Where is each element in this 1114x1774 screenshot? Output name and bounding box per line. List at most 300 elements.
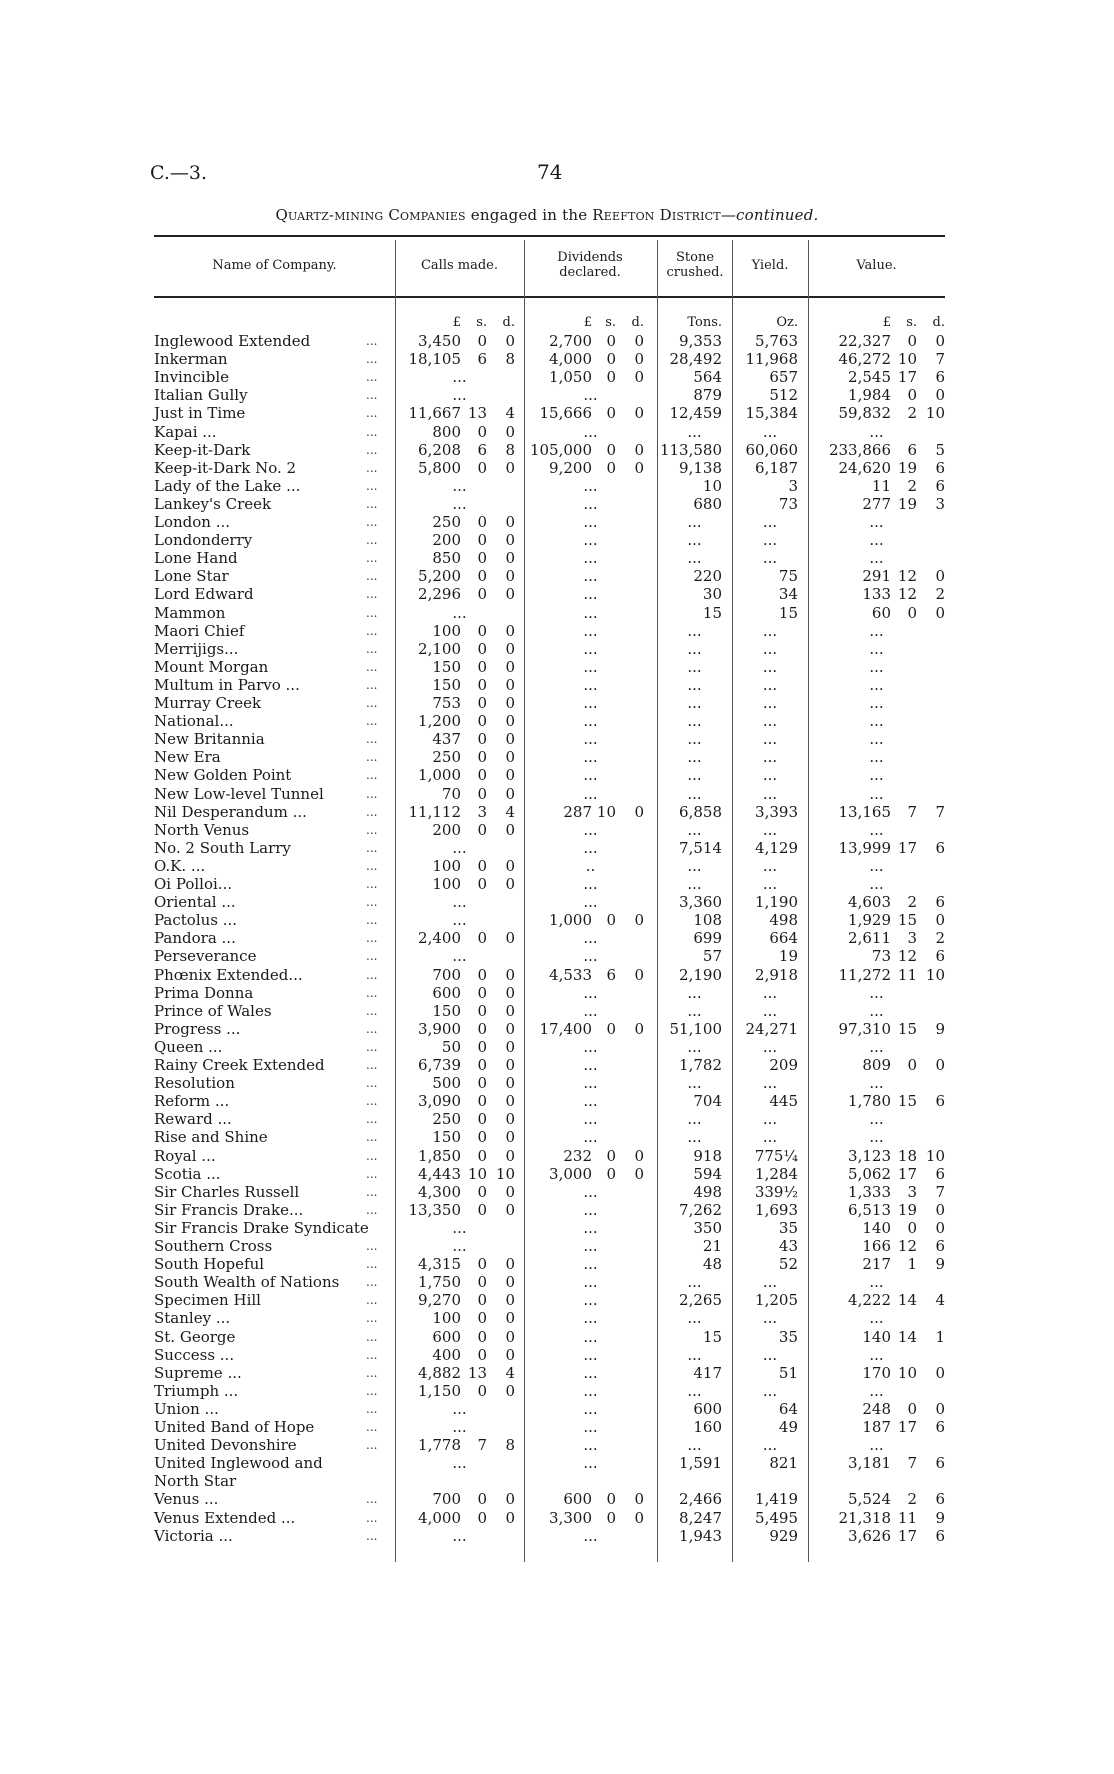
dot-leader: ...: [366, 985, 378, 1000]
value: 24,620: [838, 458, 891, 477]
calls-made: 0: [477, 1037, 487, 1056]
empty-value: ...: [762, 1436, 778, 1455]
calls-made: 0: [505, 730, 515, 749]
calls-made: 0: [477, 567, 487, 586]
empty-value: ...: [583, 1345, 598, 1364]
calls-made: 600: [432, 1327, 461, 1346]
empty-value: ...: [762, 730, 778, 749]
value: 3,123: [848, 1146, 891, 1165]
calls-made: 150: [432, 1128, 461, 1147]
empty-value: ...: [762, 1128, 778, 1147]
empty-value: ...: [583, 585, 598, 604]
value: 2: [907, 893, 917, 912]
value: 13,165: [838, 802, 891, 821]
value: 248: [862, 1399, 891, 1418]
company-name: Lone Hand: [154, 549, 238, 568]
empty-value: ...: [762, 1345, 778, 1364]
value: 6: [935, 1092, 945, 1111]
value: 187: [862, 1418, 891, 1436]
value: 2: [907, 476, 917, 495]
calls-made: 0: [477, 1110, 487, 1129]
stone-crushed: 9,353: [679, 332, 722, 350]
dot-leader: ...: [366, 1021, 378, 1036]
dot-leader: ...: [366, 1510, 378, 1525]
dividends: 0: [606, 1019, 616, 1038]
value: 17: [897, 1418, 917, 1436]
dot-leader: ...: [366, 641, 378, 656]
empty-value: ...: [583, 1418, 598, 1436]
dot-leader: ...: [366, 1528, 378, 1543]
table-row: [0, 567, 1114, 585]
dividends: 0: [634, 911, 644, 930]
calls-made: 0: [505, 549, 515, 568]
company-name: Oriental ...: [154, 893, 236, 912]
yield: 1,693: [755, 1200, 798, 1219]
dot-leader: ...: [366, 858, 378, 873]
empty-value: ...: [583, 1309, 598, 1328]
dividends: 0: [606, 368, 616, 387]
table-row: [0, 531, 1114, 549]
dot-leader: ...: [366, 1383, 378, 1398]
company-name: London ...: [154, 513, 231, 531]
table-row: [0, 513, 1114, 531]
yield: 51: [778, 1363, 798, 1382]
value: 2,545: [848, 368, 891, 387]
value: 97,310: [838, 1019, 891, 1038]
value: 0: [907, 603, 917, 622]
calls-made: 0: [477, 929, 487, 948]
dot-leader: ...: [366, 478, 378, 493]
company-name: United Devonshire: [154, 1436, 297, 1455]
yield: 3,393: [755, 802, 798, 821]
calls-made: 0: [505, 856, 515, 875]
dot-leader: ...: [366, 551, 378, 566]
table-row: [0, 1527, 1114, 1545]
stone-crushed: 1,943: [679, 1526, 722, 1545]
company-name: Venus ...: [154, 1490, 219, 1509]
table-row: [0, 1183, 1114, 1201]
calls-made: 0: [505, 1309, 515, 1328]
calls-made: 6: [477, 350, 487, 369]
calls-made: 1,150: [418, 1381, 461, 1400]
calls-made: 0: [505, 784, 515, 803]
value: 2: [935, 585, 945, 604]
value: 18: [897, 1146, 917, 1165]
dot-leader: ...: [366, 1112, 378, 1127]
calls-made: 0: [477, 766, 487, 785]
company-name: Specimen Hill: [154, 1291, 261, 1310]
value: 6: [935, 893, 945, 912]
dividends: 0: [606, 1490, 616, 1509]
yield: 52: [778, 1255, 798, 1274]
dividends: 3,000: [549, 1164, 592, 1183]
empty-value: ...: [583, 1182, 598, 1201]
value: 2: [935, 929, 945, 948]
dot-leader: ...: [366, 1293, 378, 1308]
company-name: Oi Polloi...: [154, 875, 233, 893]
value: 6: [935, 947, 945, 966]
empty-value: ...: [583, 1237, 598, 1255]
stone-crushed: 10: [702, 476, 722, 495]
stone-crushed: 8,247: [679, 1508, 722, 1527]
dot-leader: ...: [366, 804, 378, 819]
empty-value: ...: [869, 1345, 884, 1364]
dividends: 0: [634, 1164, 644, 1183]
calls-made: 4,300: [418, 1182, 461, 1201]
calls-made: 250: [432, 748, 461, 767]
calls-made: 0: [505, 1182, 515, 1201]
empty-value: ...: [687, 549, 702, 568]
stone-crushed: 1,782: [679, 1056, 722, 1074]
stone-crushed: 21: [702, 1237, 722, 1255]
empty-value: ...: [762, 621, 778, 640]
calls-made: 437: [432, 730, 461, 749]
empty-value: ...: [869, 730, 884, 749]
empty-value: ...: [762, 820, 778, 839]
table-row: [0, 477, 1114, 495]
empty-value: ...: [583, 1291, 598, 1310]
dot-leader: ...: [366, 1076, 378, 1091]
empty-value: ...: [687, 1037, 702, 1056]
calls-made: 700: [432, 1490, 461, 1509]
table-row: [0, 459, 1114, 477]
yield: 35: [778, 1327, 798, 1346]
value: 1,780: [848, 1092, 891, 1111]
empty-value: ...: [583, 1092, 598, 1111]
table-row: [0, 604, 1114, 622]
empty-value: ...: [762, 657, 778, 676]
value: 2,611: [848, 929, 891, 948]
value: 9: [935, 1508, 945, 1527]
value: 6: [935, 1490, 945, 1509]
dot-leader: ...: [366, 1257, 378, 1272]
table-row: [0, 984, 1114, 1002]
empty-value: ...: [452, 368, 467, 387]
stone-crushed: 1,591: [679, 1454, 722, 1473]
stone-crushed: 113,580: [659, 440, 722, 459]
dividends: 9,200: [549, 458, 592, 477]
empty-value: ...: [583, 513, 598, 531]
title-part: Quartz-mining Companies: [275, 206, 466, 224]
value: 6: [935, 1418, 945, 1436]
empty-value: ...: [687, 1273, 702, 1292]
empty-value: ...: [452, 1237, 467, 1255]
company-name: Sir Francis Drake Syndicate: [154, 1218, 369, 1237]
company-name: Reward ...: [154, 1110, 232, 1129]
empty-value: ...: [762, 639, 778, 658]
company-name: North Venus: [154, 820, 250, 839]
value: 1: [907, 1255, 917, 1274]
calls-made: 0: [505, 657, 515, 676]
company-name: Merrijigs...: [154, 639, 239, 658]
calls-made: 0: [505, 1508, 515, 1527]
calls-made: 1,200: [418, 712, 461, 731]
calls-made: 150: [432, 1001, 461, 1020]
empty-value: ...: [583, 422, 598, 441]
value: 17: [897, 1164, 917, 1183]
calls-made: 0: [477, 531, 487, 550]
calls-made: 0: [477, 856, 487, 875]
table-row: [0, 694, 1114, 712]
yield: 19: [778, 947, 798, 966]
dot-leader: ...: [366, 1239, 378, 1253]
value: 3: [907, 1182, 917, 1201]
value: 10: [897, 1363, 917, 1382]
yield: 1,284: [755, 1164, 798, 1183]
empty-value: ...: [687, 675, 702, 694]
calls-made: 2,100: [418, 639, 461, 658]
empty-value: ...: [583, 549, 598, 568]
empty-value: ...: [687, 856, 702, 875]
company-name: Southern Cross: [154, 1237, 273, 1255]
stone-crushed: 48: [702, 1255, 722, 1274]
table-row: [0, 839, 1114, 857]
company-name: Union ...: [154, 1399, 219, 1418]
company-name: New Era: [154, 748, 221, 767]
calls-made: 1,750: [418, 1273, 461, 1292]
calls-made: 0: [505, 1327, 515, 1346]
empty-value: ...: [687, 657, 702, 676]
calls-made: 0: [477, 621, 487, 640]
value: 11: [897, 1508, 917, 1527]
calls-made: 0: [505, 531, 515, 550]
table-row: [0, 1237, 1114, 1255]
stone-crushed: 564: [693, 368, 722, 387]
yield: 15,384: [745, 404, 798, 423]
value: 17: [897, 1526, 917, 1545]
calls-made: 0: [477, 1273, 487, 1292]
stone-crushed: 879: [693, 386, 722, 405]
company-name: Multum in Parvo ...: [154, 675, 300, 694]
dot-leader: ...: [366, 840, 378, 855]
calls-made: 10: [467, 1164, 487, 1183]
value: 6: [907, 440, 917, 459]
value: 14: [897, 1291, 917, 1310]
yield: 43: [778, 1237, 798, 1255]
unit-label: Tons.: [687, 315, 722, 330]
calls-made: 0: [505, 1255, 515, 1274]
company-name: Kapai ...: [154, 422, 217, 441]
company-name: O.K. ...: [154, 856, 206, 875]
company-name: Inkerman: [154, 350, 228, 369]
value: 9: [935, 1255, 945, 1274]
table-row: [0, 640, 1114, 658]
calls-made: 0: [477, 983, 487, 1002]
value: 7: [935, 802, 945, 821]
company-name: Lord Edward: [154, 585, 254, 604]
value: 0: [935, 603, 945, 622]
yield: 445: [769, 1092, 798, 1111]
yield: 11,968: [745, 350, 798, 369]
value: 12: [897, 1237, 917, 1255]
calls-made: 0: [505, 1273, 515, 1292]
company-name: Triumph ...: [154, 1381, 239, 1400]
stone-crushed: 7,514: [679, 838, 722, 857]
calls-made: 0: [477, 712, 487, 731]
dot-leader: ...: [366, 677, 378, 692]
calls-made: 0: [477, 1056, 487, 1074]
company-name: No. 2 South Larry: [154, 838, 291, 857]
value: 17: [897, 368, 917, 387]
yield: 1,190: [755, 893, 798, 912]
dot-leader: ...: [366, 1130, 378, 1145]
empty-value: ...: [452, 1526, 467, 1545]
empty-value: ...: [583, 694, 598, 712]
dot-leader: ...: [366, 696, 378, 710]
calls-made: 0: [477, 784, 487, 803]
yield: 49: [778, 1418, 798, 1436]
stone-crushed: 9,138: [679, 458, 722, 477]
empty-value: ...: [869, 1110, 884, 1129]
table-row: [0, 423, 1114, 441]
units-row: [0, 314, 1114, 332]
calls-made: 0: [477, 1490, 487, 1509]
dot-leader: ...: [366, 786, 378, 801]
calls-made: 8: [505, 1436, 515, 1455]
yield: 2,918: [755, 965, 798, 984]
dot-leader: ...: [366, 1275, 378, 1290]
calls-made: 0: [505, 965, 515, 984]
dot-leader: ...: [366, 1148, 378, 1163]
value: 0: [935, 1200, 945, 1219]
empty-value: ...: [687, 694, 702, 712]
empty-value: ...: [762, 875, 778, 893]
empty-value: ...: [583, 730, 598, 749]
table-row: [0, 1165, 1114, 1183]
stone-crushed: 15: [702, 603, 722, 622]
empty-value: ...: [762, 513, 778, 531]
empty-value: ...: [452, 494, 467, 513]
dot-leader: ...: [366, 496, 378, 511]
empty-value: ...: [583, 1526, 598, 1545]
value: 809: [862, 1056, 891, 1074]
empty-value: ...: [452, 386, 467, 405]
company-name: Lone Star: [154, 567, 229, 586]
calls-made: 0: [505, 820, 515, 839]
calls-made: 11,667: [408, 404, 461, 423]
value: 7: [907, 1454, 917, 1473]
calls-made: 0: [505, 1200, 515, 1219]
table-row: [0, 1147, 1114, 1165]
empty-value: ...: [583, 494, 598, 513]
company-name: Lankey's Creek: [154, 494, 272, 513]
value: 1,984: [848, 386, 891, 405]
empty-value: ...: [687, 422, 702, 441]
stone-crushed: 108: [693, 911, 722, 930]
calls-made: 4,000: [418, 1508, 461, 1527]
yield: 339½: [754, 1182, 798, 1201]
value: 17: [897, 838, 917, 857]
stone-crushed: 350: [693, 1218, 722, 1237]
dividends: 0: [634, 440, 644, 459]
empty-value: ...: [869, 675, 884, 694]
yield: 821: [769, 1454, 798, 1473]
dot-leader: ...: [366, 1401, 378, 1416]
empty-value: ...: [687, 748, 702, 767]
company-name: Victoria ...: [154, 1526, 233, 1545]
dot-leader: ...: [366, 352, 378, 367]
calls-made: 0: [477, 458, 487, 477]
dividends: 0: [606, 458, 616, 477]
dot-leader: ...: [366, 569, 378, 584]
value: 140: [862, 1327, 891, 1346]
table-row: [0, 350, 1114, 368]
yield: 5,495: [755, 1508, 798, 1527]
unit-label: Oz.: [776, 315, 798, 330]
calls-made: 600: [432, 983, 461, 1002]
empty-value: ...: [583, 893, 598, 912]
dot-leader: ...: [366, 931, 378, 946]
empty-value: ...: [583, 766, 598, 785]
calls-made: 0: [477, 1200, 487, 1219]
company-name: South Hopeful: [154, 1255, 265, 1274]
company-name: Rainy Creek Extended: [154, 1056, 325, 1074]
empty-value: ...: [869, 748, 884, 767]
calls-made: 753: [432, 694, 461, 712]
value: 6: [935, 1237, 945, 1255]
value: 0: [907, 1218, 917, 1237]
dot-leader: ...: [366, 623, 378, 638]
title-part: engaged in the: [465, 206, 593, 224]
calls-made: 0: [505, 422, 515, 441]
empty-value: ...: [869, 657, 884, 676]
dot-leader: ...: [366, 370, 378, 385]
dividends: 17,400: [539, 1019, 592, 1038]
dividends: 0: [634, 802, 644, 821]
value: 0: [907, 332, 917, 350]
calls-made: 0: [477, 694, 487, 712]
value: 11: [897, 965, 917, 984]
calls-made: 0: [505, 675, 515, 694]
dot-leader: ...: [366, 587, 378, 602]
stone-crushed: 6,858: [679, 802, 722, 821]
yield: 73: [778, 494, 798, 513]
stone-crushed: 28,492: [669, 350, 722, 369]
empty-value: ...: [583, 386, 598, 405]
table-row: [0, 712, 1114, 730]
table-row: [0, 658, 1114, 676]
dividends: 0: [634, 1490, 644, 1509]
calls-made: 100: [432, 856, 461, 875]
calls-made: 0: [477, 639, 487, 658]
empty-value: ...: [583, 476, 598, 495]
calls-made: 100: [432, 621, 461, 640]
value: 6: [935, 1526, 945, 1545]
title-part: Reefton District: [592, 206, 721, 224]
dividends: 0: [606, 1146, 616, 1165]
company-name: Resolution: [154, 1074, 235, 1093]
table-row: [0, 1346, 1114, 1364]
calls-made: 0: [505, 1019, 515, 1038]
calls-made: 0: [477, 422, 487, 441]
value: 60: [871, 603, 891, 622]
empty-value: ...: [687, 1074, 702, 1093]
calls-made: 250: [432, 1110, 461, 1129]
empty-value: ...: [687, 983, 702, 1002]
value: 0: [935, 1056, 945, 1074]
calls-made: 4: [505, 1363, 515, 1382]
empty-value: ...: [687, 1381, 702, 1400]
value: 15: [897, 911, 917, 930]
value: 0: [935, 567, 945, 586]
value: 46,272: [838, 350, 891, 369]
company-name: New Low-level Tunnel: [154, 784, 324, 803]
empty-value: ...: [762, 422, 778, 441]
table-row: [0, 766, 1114, 784]
dividends: 1,050: [549, 368, 592, 387]
table-row: [0, 1490, 1114, 1508]
calls-made: 0: [477, 1327, 487, 1346]
